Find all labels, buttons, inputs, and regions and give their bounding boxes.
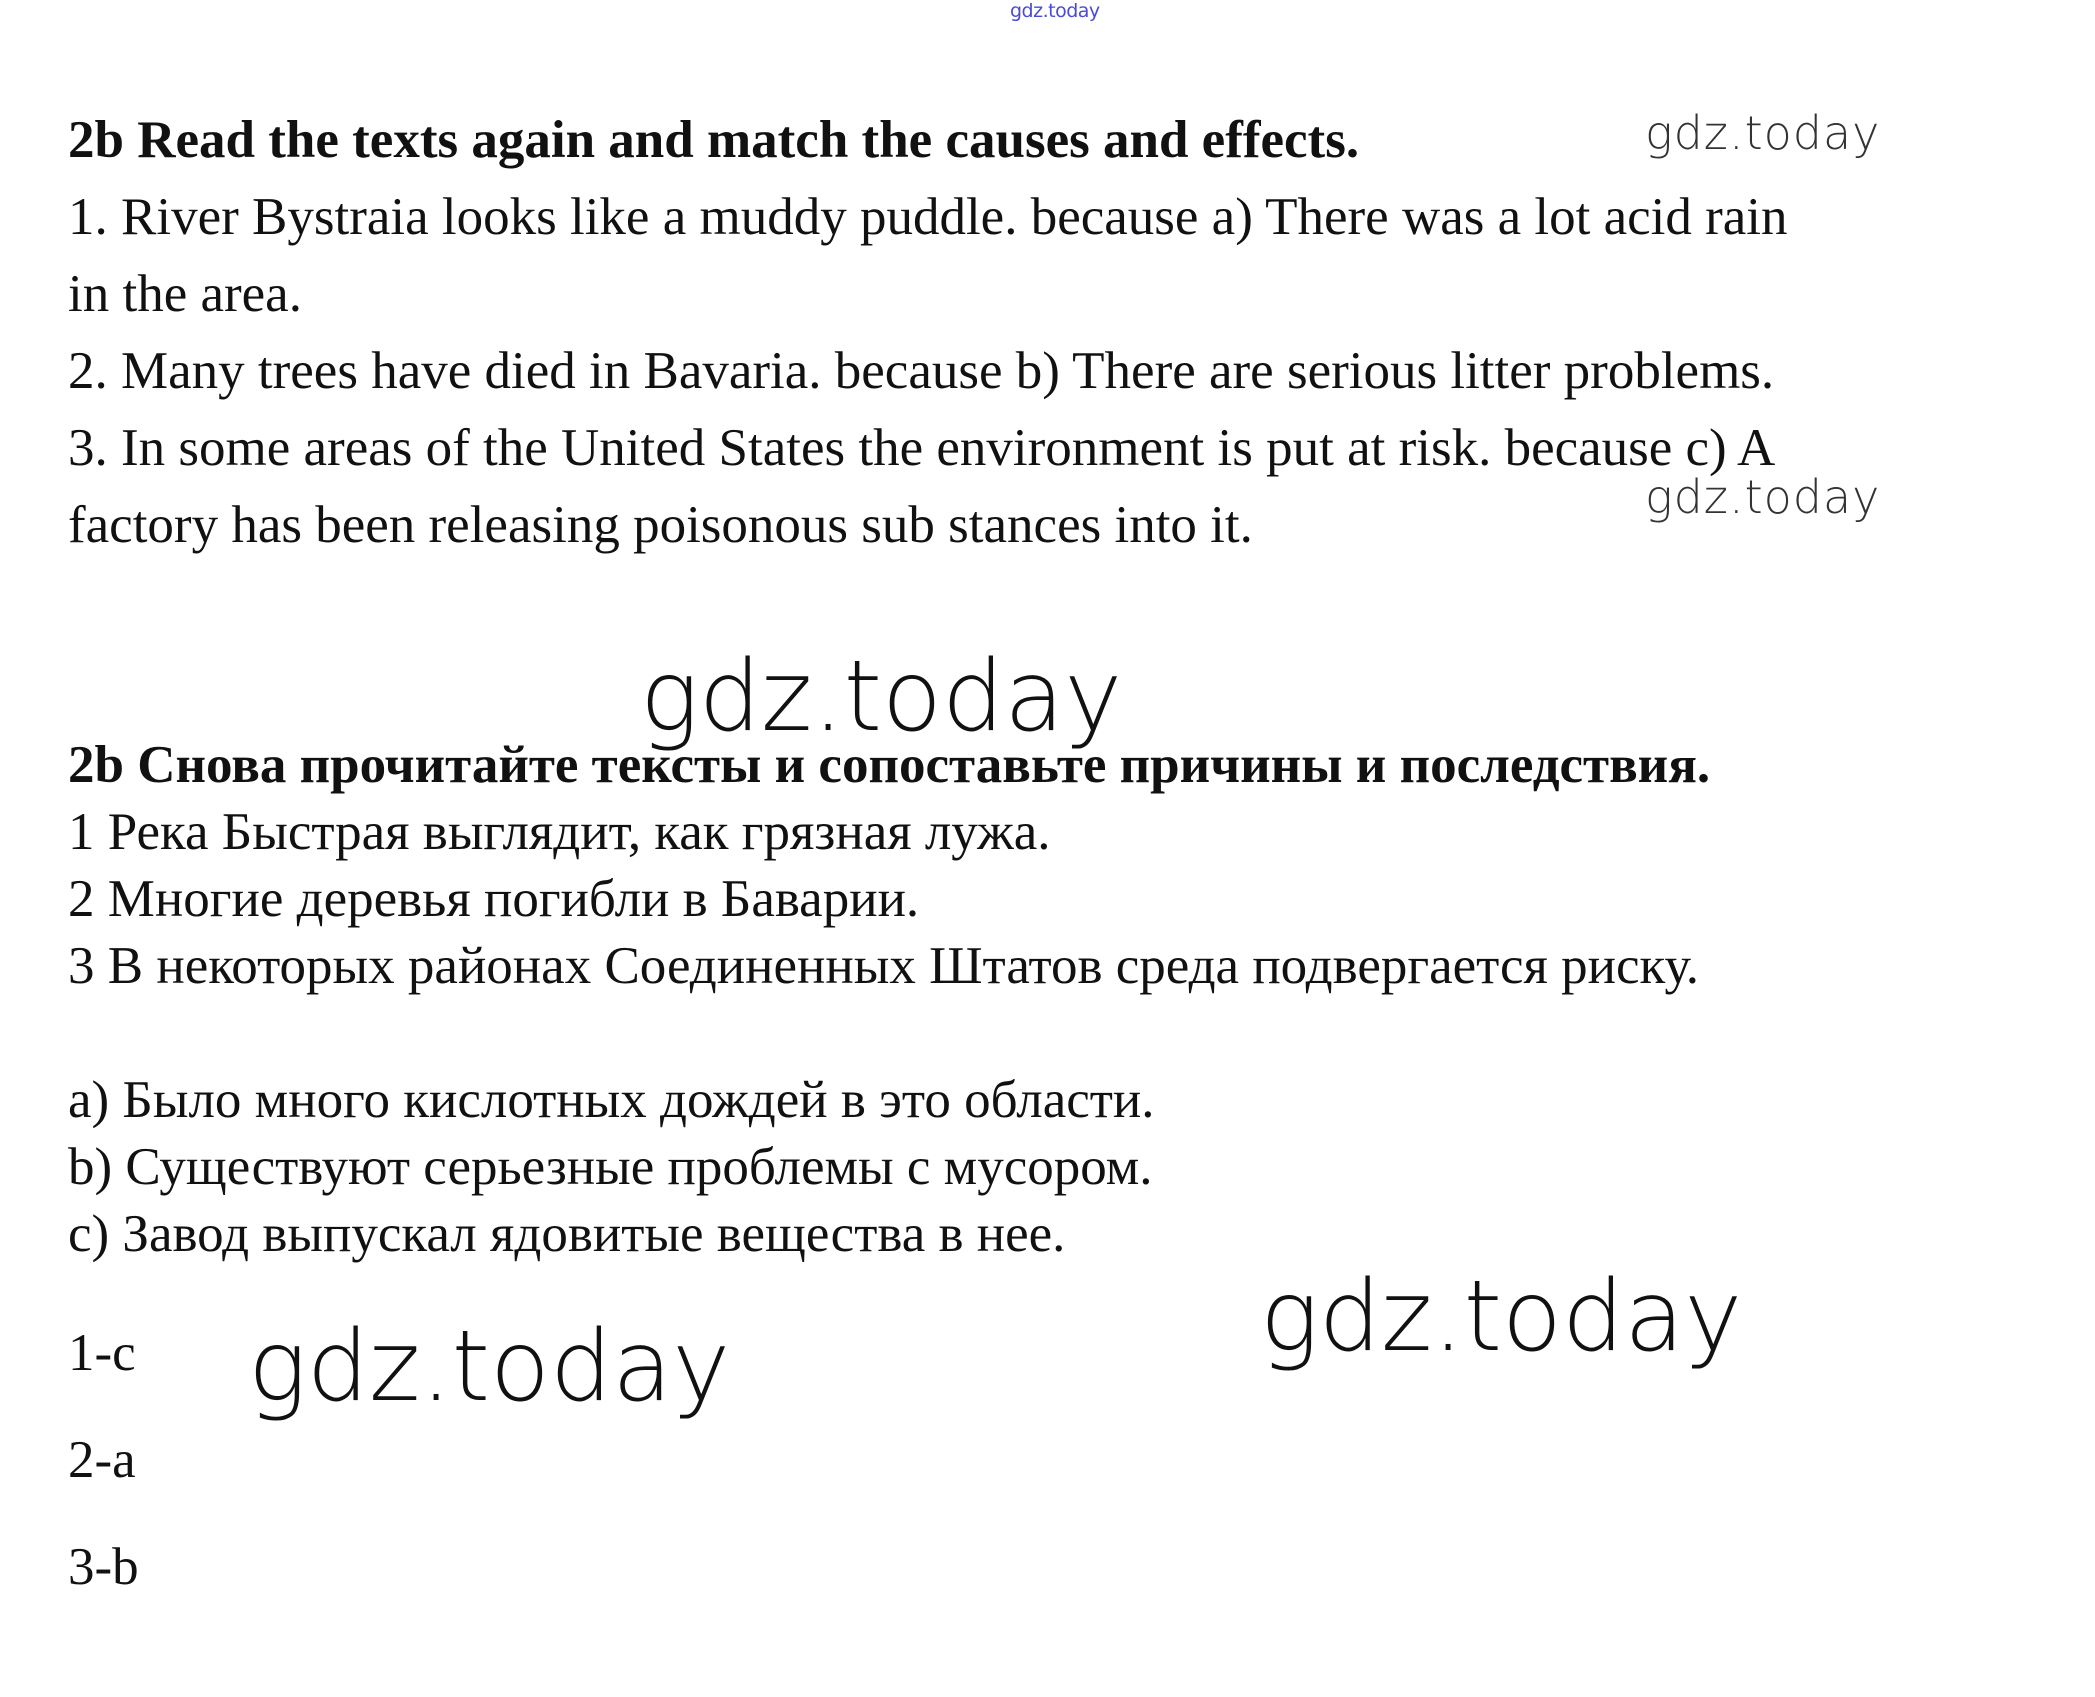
english-line: 2. Many trees have died in Bavaria. because b) There are serious litter problems. <box>68 342 1775 400</box>
spacer <box>68 1000 2008 1067</box>
watermark: gdz.today <box>248 1310 731 1424</box>
english-heading: 2b Read the texts again and match the causes and effects. <box>68 111 1360 169</box>
watermark: gdz.today <box>1645 470 1881 524</box>
russian-item: 3 В некоторых районах Соединенных Штатов среда подвергается риску. <box>68 937 1699 995</box>
answer-list <box>68 1300 139 1621</box>
english-line: 3. In some areas of the United States the environment is put at risk. because c) A <box>68 419 1776 477</box>
russian-option: b) Существуют серьезные проблемы с мусором. <box>68 1138 1153 1196</box>
russian-option: c) Завод выпускал ядовитые вещества в нее. <box>68 1205 1066 1263</box>
russian-item: 1 Река Быстрая выглядит, как грязная лужа. <box>68 803 1051 861</box>
russian-item: 2 Многие деревья погибли в Баварии. <box>68 870 920 928</box>
russian-exercise <box>68 732 2008 1268</box>
russian-option: a) Было много кислотных дождей в это области. <box>68 1071 1155 1129</box>
site-mark: gdz.today <box>1010 0 1100 22</box>
answer-item: 2-a <box>68 1431 136 1489</box>
english-line: 1. River Bystraia looks like a muddy puddle. because a) There was a lot acid rain <box>68 188 1788 246</box>
english-line: factory has been releasing poisonous sub stances into it. <box>68 496 1253 554</box>
english-line: in the area. <box>68 265 302 323</box>
watermark: gdz.today <box>640 640 1123 754</box>
watermark: gdz.today <box>1645 106 1881 160</box>
answer-item: 3-b <box>68 1538 139 1596</box>
watermark: gdz.today <box>1260 1260 1743 1374</box>
russian-heading: 2b Снова прочитайте тексты и сопоставьте причины и последствия. <box>68 736 1711 794</box>
answer-item: 1-c <box>68 1324 136 1382</box>
